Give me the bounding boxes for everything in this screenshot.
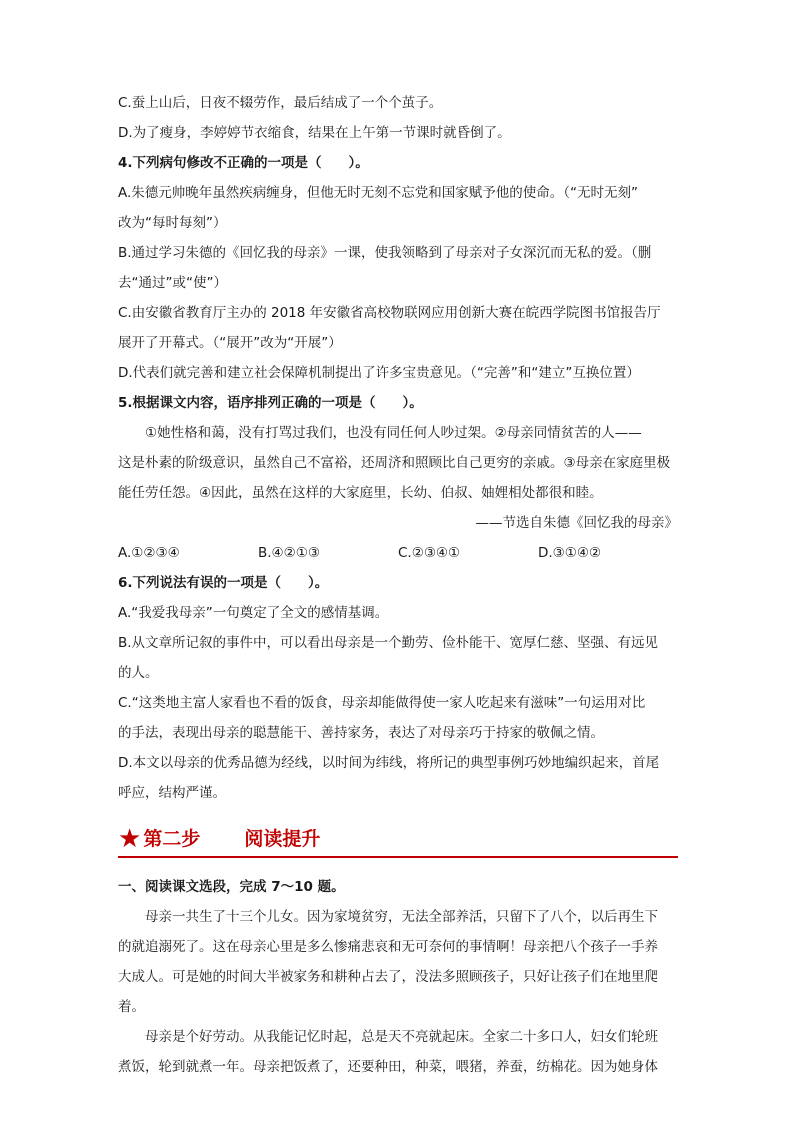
q5-passage-line2: 这是朴素的阶级意识，虽然自己不富裕，还周济和照顾比自己更穷的亲戚。③母亲在家庭里极: [118, 455, 671, 471]
q6-option-c-line2: 的手法，表现出母亲的聪慧能干、善持家务，表达了对母亲巧于持家的敬佩之情。: [118, 725, 604, 741]
document-content: [118, 88, 678, 1082]
reading-p2-line2: 煮饭，轮到就煮一年。母亲把饭煮了，还要种田，种菜，喂猪，养蚕，纺棉花。因为她身体: [118, 1059, 658, 1075]
q6-option-b-line1: B.从文章所记叙的事件中，可以看出母亲是一个勤劳、俭朴能干、宽厚仁慈、坚强、有远见: [118, 635, 659, 651]
q5-option-d: D.③①④②: [538, 545, 602, 561]
q4-option-b-line1: B.通过学习朱德的《回忆我的母亲》一课，使我领略到了母亲对子女深沉而无私的爱。（删: [118, 245, 652, 261]
q5-option-a: A.①②③④: [118, 545, 180, 561]
reading-p1-line4: 着。: [118, 999, 145, 1015]
reading-p2-line1: 母亲是个好劳动。从我能记忆时起，总是天不亮就起床。全家二十多口人，妇女们轮班: [145, 1029, 658, 1045]
q6-stem: 6.下列说法有误的一项是（ ）。: [118, 575, 329, 591]
q5-option-b: B.④②①③: [258, 545, 320, 561]
q4-option-a-line2: 改为“每时每刻”）: [118, 215, 227, 231]
q5-option-c: C.②③④①: [398, 545, 461, 561]
spacer: [118, 858, 678, 872]
q4-option-a-line1: A.朱德元帅晚年虽然疾病缠身，但他无时无刻不忘党和国家赋予他的使命。（“无时无刻”: [118, 185, 639, 201]
reading-p1-line1: 母亲一共生了十三个儿女。因为家境贫穷，无法全部养活，只留下了八个，以后再生下: [145, 909, 658, 925]
q6-option-d-line1: D.本文以母亲的优秀品德为经线，以时间为纬线，将所记的典型事例巧妙地编织起来，首尾: [118, 755, 660, 771]
q5-stem: 5.根据课文内容，语序排列正确的一项是（ ）。: [118, 395, 423, 411]
q3-option-d: D.为了瘦身，李婷婷节衣缩食，结果在上午第一节课时就昏倒了。: [118, 125, 511, 141]
q5-source: ——节选自朱德《回忆我的母亲》: [475, 515, 678, 531]
q5-passage-line3: 能任劳任怨。④因此，虽然在这样的大家庭里，长幼、伯叔、妯娌相处都很和睦。: [118, 485, 603, 501]
star-icon: ★: [118, 824, 142, 854]
q4-option-b-line2: 去“通过”或“使”）: [118, 275, 227, 291]
q4-option-c-line1: C.由安徽省教育厅主办的 2018 年安徽省高校物联网应用创新大赛在皖西学院图书馆报告厅: [118, 305, 661, 321]
section-step-title: 第二步: [143, 828, 201, 850]
reading-heading: 一、阅读课文选段，完成 7～10 题。: [118, 879, 345, 895]
q5-options: [118, 538, 678, 568]
q5-passage-line1: ①她性格和蔼，没有打骂过我们，也没有同任何人吵过架。②母亲同情贫苦的人——: [145, 425, 642, 441]
q4-option-d: D.代表们就完善和建立社会保障机制提出了许多宝贵意见。（“完善”和“建立”互换位置）: [118, 365, 640, 381]
reading-p1-line3: 大成人。可是她的时间大半被家务和耕种占去了，没法多照顾孩子，只好让孩子们在地里爬: [118, 969, 658, 985]
section-header: [118, 818, 678, 858]
q6-option-d-line2: 呼应，结构严谨。: [118, 785, 226, 801]
q3-option-c: C.蚕上山后，日夜不辍劳作，最后结成了一个个茧子。: [118, 95, 443, 111]
q6-option-c-line1: C.“这类地主富人家看也不看的饭食，母亲却能做得使一家人吃起来有滋味”一句运用对比: [118, 695, 646, 711]
q6-option-b-line2: 的人。: [118, 665, 159, 681]
q6-option-a: A.“我爱我母亲”一句奠定了全文的感情基调。: [118, 605, 389, 621]
q4-option-c-line2: 展开了开幕式。（“展开”改为“开展”）: [118, 335, 342, 351]
q4-stem: 4.下列病句修改不正确的一项是（ ）。: [118, 155, 369, 171]
section-step-subtitle: 阅读提升: [244, 828, 321, 850]
reading-p1-line2: 的就追溺死了。这在母亲心里是多么惨痛悲哀和无可奈何的事情啊！母亲把八个孩子一手养: [118, 939, 658, 955]
